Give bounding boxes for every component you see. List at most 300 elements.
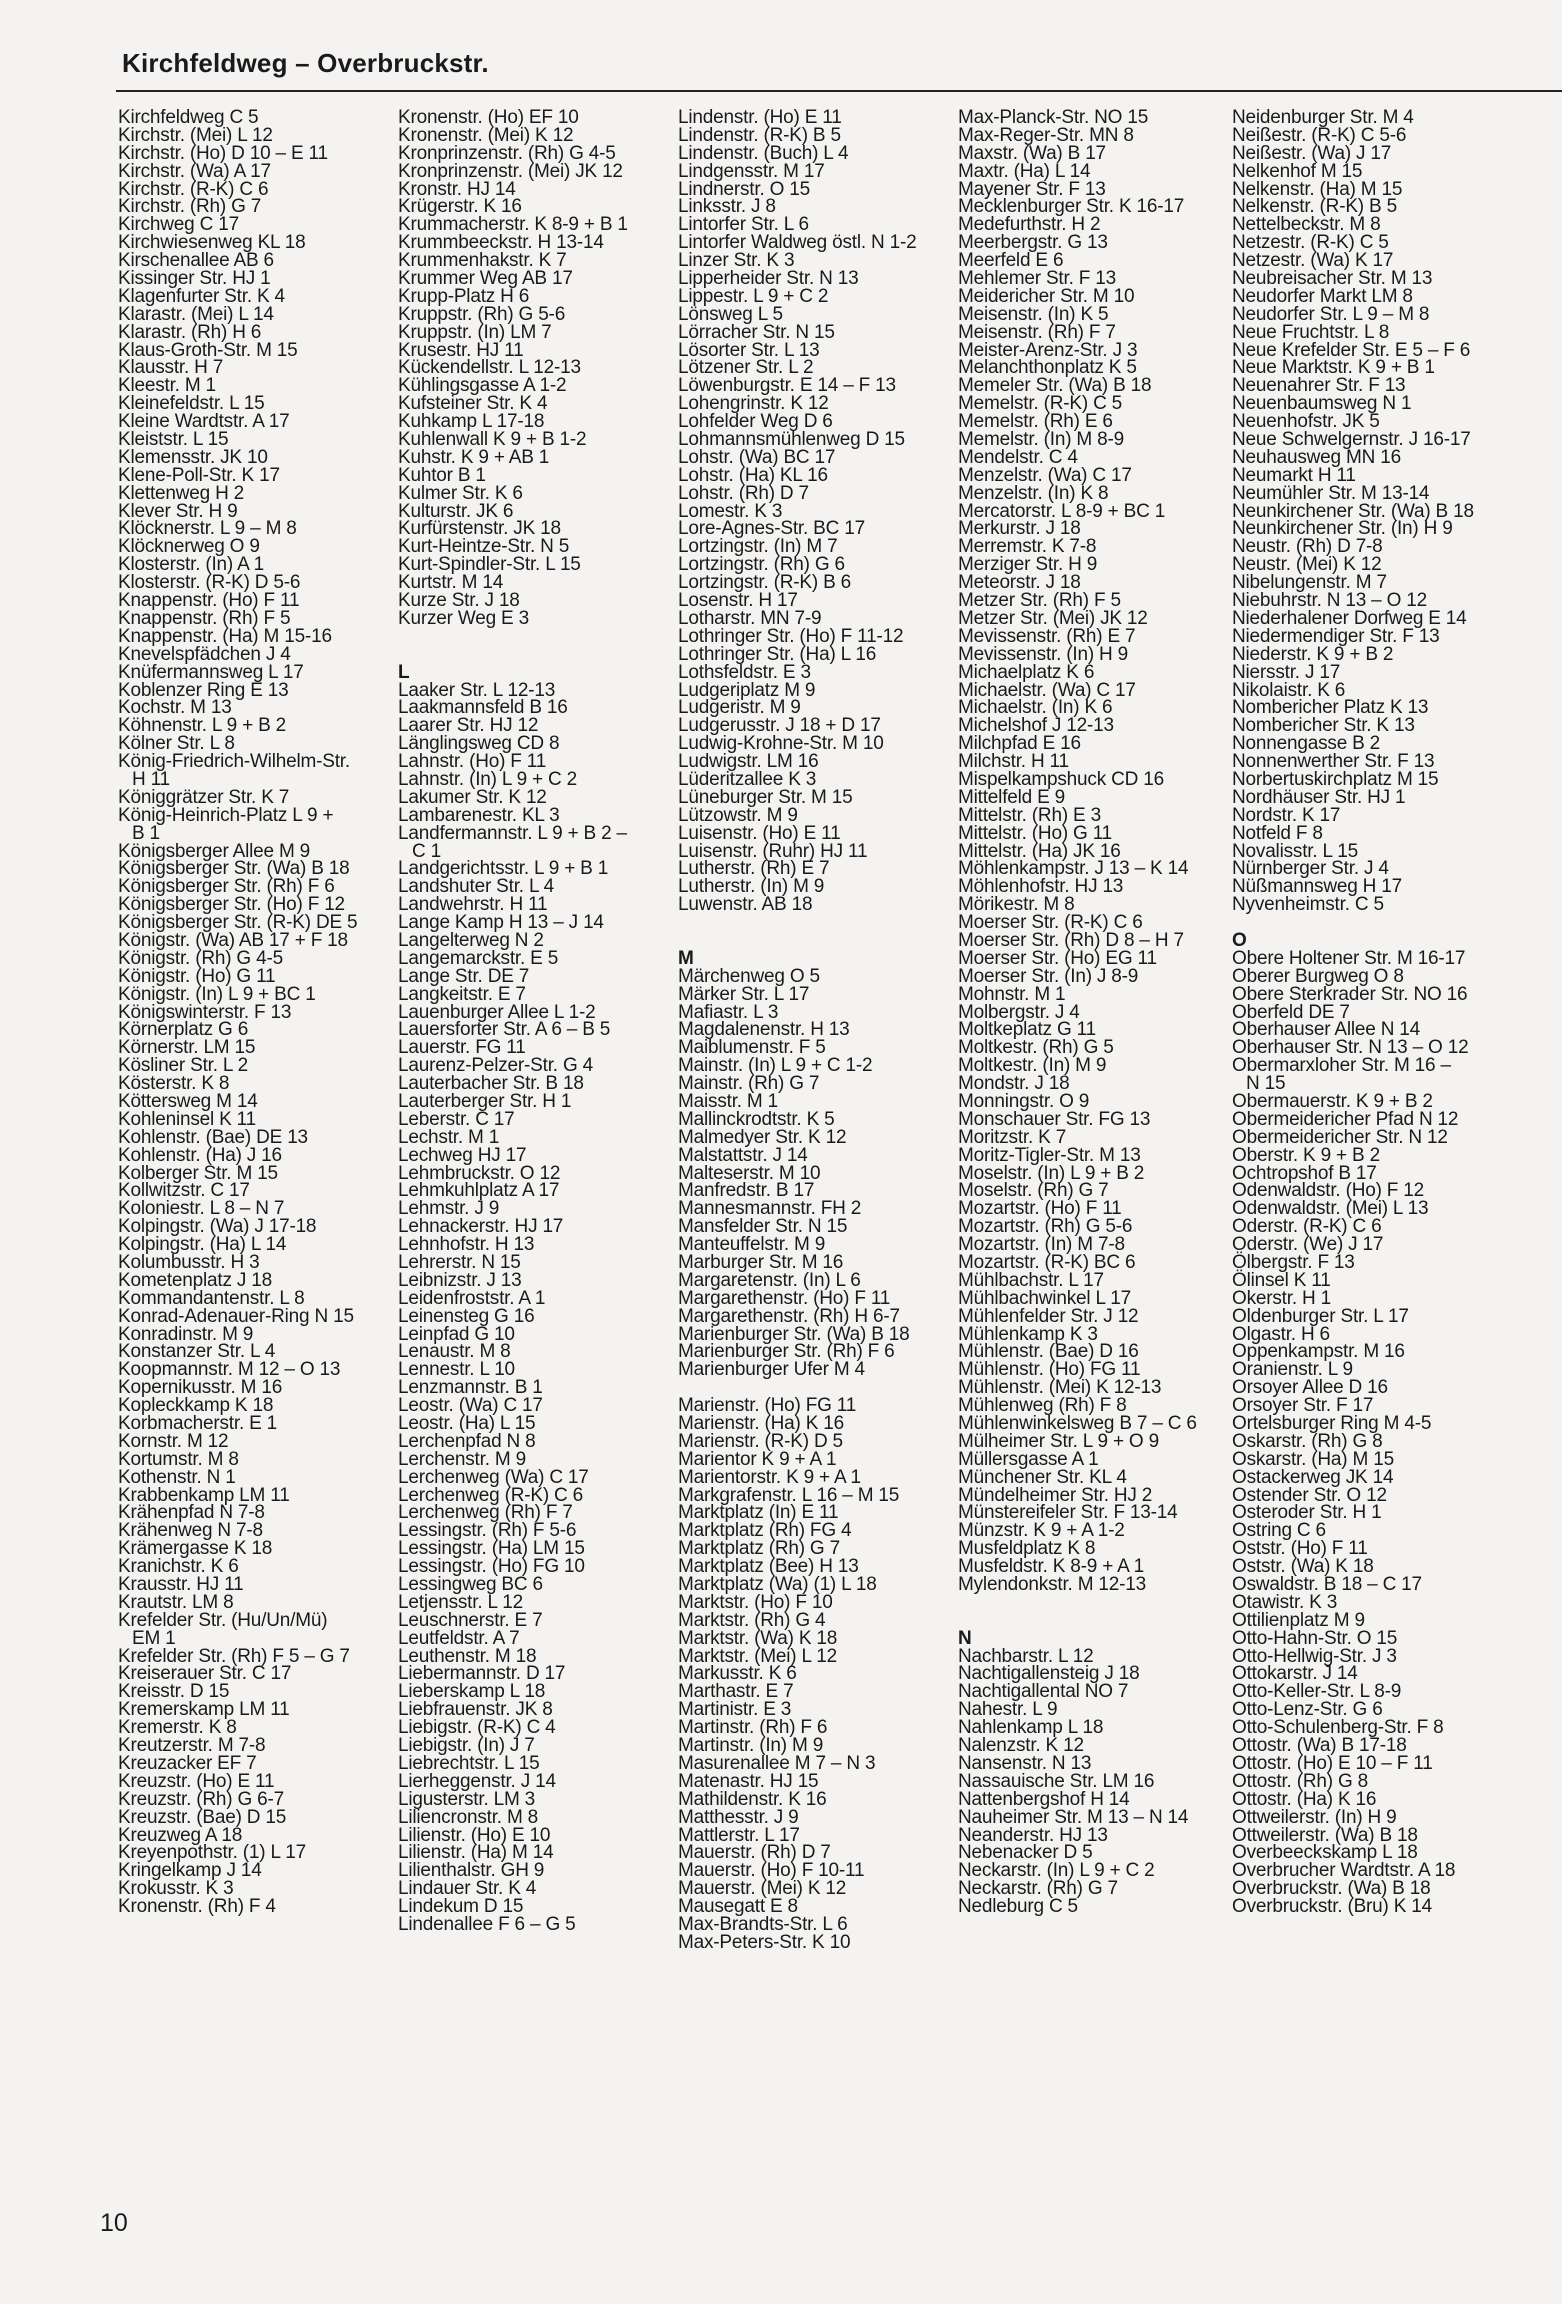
index-entry: Martinistr. E 3 <box>678 1699 792 1721</box>
index-entry: Königstr. (Wa) AB 17 + F 18 <box>118 929 348 951</box>
index-entry-continuation: EM 1 <box>132 1627 176 1649</box>
index-entry: Ottokarstr. J 14 <box>1232 1663 1358 1685</box>
index-entry: Luwenstr. AB 18 <box>678 894 813 916</box>
index-entry: Ottilienplatz M 9 <box>1232 1609 1365 1631</box>
index-entry: Lindenallee F 6 – G 5 <box>398 1913 576 1935</box>
index-entry: Nombericher Str. K 13 <box>1232 715 1415 737</box>
index-entry: Marktplatz (Wa) (1) L 18 <box>678 1574 877 1596</box>
index-entry: Lechweg HJ 17 <box>398 1144 527 1166</box>
index-entry: Lilienstr. (Ha) M 14 <box>398 1842 554 1864</box>
index-entry: Klagenfurter Str. K 4 <box>118 285 285 307</box>
index-entry: Krummenhakstr. K 7 <box>398 250 567 272</box>
index-entry: Lauterbacher Str. B 18 <box>398 1073 584 1095</box>
index-entry: Neue Krefelder Str. E 5 – F 6 <box>1232 339 1471 361</box>
index-entry: Mehlemer Str. F 13 <box>958 268 1116 290</box>
page-header <box>122 48 1562 79</box>
index-entry: Losenstr. H 17 <box>678 590 798 612</box>
index-entry: Mühlbachstr. L 17 <box>958 1269 1104 1291</box>
index-entry: Monschauer Str. FG 13 <box>958 1108 1151 1130</box>
index-entry: Lauenburger Allee L 1-2 <box>398 1001 596 1023</box>
index-entry: Lauersforter Str. A 6 – B 5 <box>398 1019 611 1041</box>
index-entry: Metzer Str. (Mei) JK 12 <box>958 607 1148 629</box>
index-entry: Lindgensstr. M 17 <box>678 160 825 182</box>
index-entry: Moerser Str. (R-K) C 6 <box>958 912 1143 934</box>
index-entry: Maiblumenstr. F 5 <box>678 1037 826 1059</box>
index-entry: Kösterstr. K 8 <box>118 1073 230 1095</box>
index-entry: Mercatorstr. L 8-9 + BC 1 <box>958 500 1166 522</box>
index-entry: Nelkenstr. (R-K) B 5 <box>1232 196 1397 218</box>
index-entry: Lippestr. L 9 + C 2 <box>678 285 829 307</box>
index-entry: Meerbergstr. G 13 <box>958 232 1108 254</box>
index-entry: Kissinger Str. HJ 1 <box>118 268 271 290</box>
index-entry: Mauerstr. (Mei) K 12 <box>678 1878 847 1900</box>
index-entry: Nachtigallensteig J 18 <box>958 1663 1140 1685</box>
index-entry: Meister-Arenz-Str. J 3 <box>958 339 1138 361</box>
index-entry: Königsberger Str. (Wa) B 18 <box>118 858 350 880</box>
index-entry: Leinpfad G 10 <box>398 1323 515 1345</box>
index-entry: Okerstr. H 1 <box>1232 1287 1331 1309</box>
index-entry: Kremerstr. K 8 <box>118 1717 237 1739</box>
index-entry: Lehmstr. J 9 <box>398 1198 500 1220</box>
index-entry: Mörikestr. M 8 <box>958 894 1075 916</box>
index-entry: Ludwig-Krohne-Str. M 10 <box>678 733 884 755</box>
index-entry: Obermarxloher Str. M 16 – <box>1232 1055 1451 1077</box>
index-entry: Leostr. (Wa) C 17 <box>398 1395 543 1417</box>
index-entry: Klöcknerstr. L 9 – M 8 <box>118 518 297 540</box>
index-entry: Obere Holtener Str. M 16-17 <box>1232 947 1466 969</box>
index-entry: Kringelkamp J 14 <box>118 1860 262 1882</box>
index-entry: Nelkenhof M 15 <box>1232 160 1363 182</box>
index-entry: Köhnenstr. L 9 + B 2 <box>118 715 287 737</box>
index-entry: Kirchfeldweg C 5 <box>118 107 259 128</box>
index-entry: Marktplatz (Rh) G 7 <box>678 1538 840 1560</box>
index-entry: Kometenplatz J 18 <box>118 1269 272 1291</box>
index-entry: Mündelheimer Str. HJ 2 <box>958 1484 1153 1506</box>
spacer <box>958 1594 1197 1612</box>
index-entry: Krügerstr. K 16 <box>398 196 522 218</box>
index-entry: Ochtropshof B 17 <box>1232 1162 1377 1184</box>
index-entry: Kirchstr. (Wa) A 17 <box>118 160 271 182</box>
index-entry: Kranichstr. K 6 <box>118 1556 239 1578</box>
index-entry: Nibelungenstr. M 7 <box>1232 572 1387 594</box>
index-entry: Kronprinzenstr. (Rh) G 4-5 <box>398 142 616 164</box>
index-entry: Mühlenkamp K 3 <box>958 1323 1098 1345</box>
index-entry: Ludgeriplatz M 9 <box>678 679 816 701</box>
index-entry: Kirchweg C 17 <box>118 214 239 236</box>
spacer <box>678 914 916 932</box>
index-entry: Lohstr. (Ha) KL 16 <box>678 464 828 486</box>
index-entry: Marktstr. (Wa) K 18 <box>678 1627 838 1649</box>
index-entry: Overbruckstr. (Wa) B 18 <box>1232 1878 1431 1900</box>
index-entry: Oberfeld DE 7 <box>1232 1001 1350 1023</box>
index-column-1 <box>118 109 357 1916</box>
index-entry: Neißestr. (Wa) J 17 <box>1232 142 1392 164</box>
index-entry: Neue Schwelgernstr. J 16-17 <box>1232 429 1471 451</box>
index-entry: Otto-Hellwig-Str. J 3 <box>1232 1645 1397 1667</box>
index-entry: Kopleckkamp K 18 <box>118 1395 274 1417</box>
index-entry: Merremstr. K 7-8 <box>958 536 1097 558</box>
index-entry: Markgrafenstr. L 16 – M 15 <box>678 1484 900 1506</box>
index-entry: Kirschenallee AB 6 <box>118 250 274 272</box>
index-entry: Lohstr. (Rh) D 7 <box>678 482 809 504</box>
index-entry: Lauterberger Str. H 1 <box>398 1090 572 1112</box>
index-entry: Obermauerstr. K 9 + B 2 <box>1232 1090 1433 1112</box>
index-entry: Kronenstr. (Mei) K 12 <box>398 124 574 146</box>
index-entry: Mülheimer Str. L 9 + O 9 <box>958 1430 1159 1452</box>
index-entry: Koloniestr. L 8 – N 7 <box>118 1198 285 1220</box>
index-entry: Nattenbergshof H 14 <box>958 1788 1130 1810</box>
index-entry: Marienstr. (Ha) K 16 <box>678 1413 844 1435</box>
index-entry: Kolpingstr. (Ha) L 14 <box>118 1234 287 1256</box>
index-entry: Königsberger Allee M 9 <box>118 840 311 862</box>
index-entry: Kleine Wardtstr. A 17 <box>118 411 290 433</box>
index-entry: Ortelsburger Ring M 4-5 <box>1232 1413 1432 1435</box>
index-entry: Meteorstr. J 18 <box>958 572 1081 594</box>
index-entry: Neumarkt H 11 <box>1232 464 1356 486</box>
index-entry: Letjensstr. L 12 <box>398 1591 523 1613</box>
index-entry: Kirchwiesenweg KL 18 <box>118 232 306 254</box>
index-entry: Merkurstr. J 18 <box>958 518 1081 540</box>
index-entry: Leberstr. C 17 <box>398 1108 515 1130</box>
index-entry: Langelterweg N 2 <box>398 929 544 951</box>
index-entry: Neumühler Str. M 13-14 <box>1232 482 1430 504</box>
index-entry: Ottostr. (Wa) B 17-18 <box>1232 1735 1407 1757</box>
index-entry: Ottostr. (Ho) E 10 – F 11 <box>1232 1752 1433 1774</box>
spacer <box>398 646 628 664</box>
index-entry: Kronenstr. (Rh) F 4 <box>118 1896 276 1918</box>
index-entry: Kopernikusstr. M 16 <box>118 1377 283 1399</box>
index-entry: Mittelstr. (Ha) JK 16 <box>958 840 1121 862</box>
index-entry: Neustr. (Rh) D 7-8 <box>1232 536 1383 558</box>
index-entry: Königswinterstr. F 13 <box>118 1001 292 1023</box>
index-entry-continuation: N 15 <box>1246 1073 1286 1095</box>
index-entry: Notfeld F 8 <box>1232 822 1323 844</box>
index-entry: Korbmacherstr. E 1 <box>118 1413 278 1435</box>
index-entry: Märker Str. L 17 <box>678 983 810 1005</box>
index-entry: Lothringer Str. (Ha) L 16 <box>678 643 877 665</box>
index-entry: Obermeidericher Str. N 12 <box>1232 1126 1448 1148</box>
index-entry: Marktstr. (Mei) L 12 <box>678 1645 837 1667</box>
index-entry: Löwenburgstr. E 14 – F 13 <box>678 375 896 397</box>
index-entry: Liebfrauenstr. JK 8 <box>398 1699 553 1721</box>
index-entry: Nansenstr. N 13 <box>958 1752 1092 1774</box>
index-entry: Nikolaistr. K 6 <box>1232 679 1346 701</box>
index-entry: Michaelplatz K 6 <box>958 661 1095 683</box>
index-entry: Lennestr. L 10 <box>398 1359 515 1381</box>
index-entry: Margarethenstr. (Ho) F 11 <box>678 1287 891 1309</box>
index-entry: Mühlenfelder Str. J 12 <box>958 1305 1139 1327</box>
index-entry: Luisenstr. (Ho) E 11 <box>678 822 841 844</box>
index-entry: Knüfermannsweg L 17 <box>118 661 304 683</box>
index-entry: Nyvenheimstr. C 5 <box>1232 894 1384 916</box>
index-entry: Lehnackerstr. HJ 17 <box>398 1216 564 1238</box>
index-entry: Mansfelder Str. N 15 <box>678 1216 848 1238</box>
index-entry: Kolberger Str. M 15 <box>118 1162 278 1184</box>
index-entry: Orsoyer Str. F 17 <box>1232 1395 1374 1417</box>
index-entry: Leibnizstr. J 13 <box>398 1269 522 1291</box>
index-entry: Neckarstr. (In) L 9 + C 2 <box>958 1860 1155 1882</box>
index-entry: Kleestr. M 1 <box>118 375 216 397</box>
index-entry: Nonnenwerther Str. F 13 <box>1232 751 1435 773</box>
index-entry: Klosterstr. (R-K) D 5-6 <box>118 572 301 594</box>
index-entry: Max-Planck-Str. NO 15 <box>958 107 1149 128</box>
index-entry: Orsoyer Allee D 16 <box>1232 1377 1388 1399</box>
index-entry-continuation: B 1 <box>132 822 160 844</box>
index-entry: Kirchstr. (R-K) C 6 <box>118 178 269 200</box>
index-entry: Lerchenpfad N 8 <box>398 1430 536 1452</box>
index-entry: Moerser Str. (Ho) EG 11 <box>958 947 1157 969</box>
index-entry: Liliencronstr. M 8 <box>398 1806 539 1828</box>
index-entry: Mispelkampshuck CD 16 <box>958 768 1164 790</box>
index-entry: Mozartstr. (Ho) F 11 <box>958 1198 1122 1220</box>
index-entry: Münchener Str. KL 4 <box>958 1466 1127 1488</box>
index-entry: Lessingstr. (Ho) FG 10 <box>398 1556 585 1578</box>
index-entry: Mauerstr. (Ho) F 10-11 <box>678 1860 865 1882</box>
index-entry: Märchenweg O 5 <box>678 965 820 987</box>
index-entry: Lindenstr. (Ho) E 11 <box>678 107 842 128</box>
index-entry: Lortzingstr. (R-K) B 6 <box>678 572 851 594</box>
index-entry: Lüderitzallee K 3 <box>678 768 817 790</box>
index-entry: Lösorter Str. L 13 <box>678 339 820 361</box>
index-entry: Kollwitzstr. C 17 <box>118 1180 250 1202</box>
index-entry: Knappenstr. (Ho) F 11 <box>118 590 300 612</box>
index-entry: Manfredstr. B 17 <box>678 1180 815 1202</box>
index-entry: Memelstr. (In) M 8-9 <box>958 429 1124 451</box>
index-entry: Mainstr. (In) L 9 + C 1-2 <box>678 1055 873 1077</box>
spacer <box>1232 914 1474 932</box>
index-entry: Meidericher Str. M 10 <box>958 285 1135 307</box>
index-entry: Musfeldstr. K 8-9 + A 1 <box>958 1556 1145 1578</box>
index-entry: Lothringer Str. (Ho) F 11-12 <box>678 625 904 647</box>
index-entry: Mylendonkstr. M 12-13 <box>958 1574 1146 1596</box>
index-entry: Lessingstr. (Ha) LM 15 <box>398 1538 585 1560</box>
index-entry: Novalisstr. L 15 <box>1232 840 1358 862</box>
index-entry: Norbertuskirchplatz M 15 <box>1232 768 1439 790</box>
index-entry: Moselstr. (Rh) G 7 <box>958 1180 1109 1202</box>
index-entry: Niederstr. K 9 + B 2 <box>1232 643 1394 665</box>
index-entry: Lange Str. DE 7 <box>398 965 530 987</box>
index-entry: Kühlingsgasse A 1-2 <box>398 375 567 397</box>
index-entry: Mendelstr. C 4 <box>958 446 1078 468</box>
index-entry: Obere Sterkrader Str. NO 16 <box>1232 983 1468 1005</box>
index-entry: Lindauer Str. K 4 <box>398 1878 537 1900</box>
index-entry: Magdalenenstr. H 13 <box>678 1019 850 1041</box>
index-entry: Marienstr. (R-K) D 5 <box>678 1430 843 1452</box>
index-entry: Kortumstr. M 8 <box>118 1448 239 1470</box>
index-entry: Lindnerstr. O 15 <box>678 178 810 200</box>
index-entry: Moritz-Tigler-Str. M 13 <box>958 1144 1141 1166</box>
index-entry: Mittelstr. (Rh) E 3 <box>958 804 1101 826</box>
index-entry: Lahnstr. (In) L 9 + C 2 <box>398 768 577 790</box>
index-entry: Lambarenestr. KL 3 <box>398 804 560 826</box>
index-entry: Mozartstr. (R-K) BC 6 <box>958 1252 1136 1273</box>
section-letter: O <box>1232 929 1247 951</box>
index-entry: Mühlenstr. (Mei) K 12-13 <box>958 1377 1162 1399</box>
index-entry: Kirchstr. (Ho) D 10 – E 11 <box>118 142 328 164</box>
index-entry: Lenaustr. M 8 <box>398 1341 511 1363</box>
index-entry: Königsberger Str. (Rh) F 6 <box>118 876 335 898</box>
index-entry: Krummacherstr. K 8-9 + B 1 <box>398 214 628 236</box>
index-entry: Langemarckstr. E 5 <box>398 947 559 969</box>
index-entry: Oststr. (Wa) K 18 <box>1232 1556 1374 1578</box>
index-column-2 <box>398 109 628 1934</box>
index-entry: Musfeldplatz K 8 <box>958 1538 1096 1560</box>
index-entry: Mallinckrodtstr. K 5 <box>678 1108 835 1130</box>
index-entry: Kurt-Heintze-Str. N 5 <box>398 536 570 558</box>
index-entry: Ottostr. (Rh) G 8 <box>1232 1770 1368 1792</box>
index-column-5 <box>1232 109 1474 1916</box>
index-entry: Lerchenstr. M 9 <box>398 1448 526 1470</box>
index-entry: Mevissenstr. (Rh) E 7 <box>958 625 1136 647</box>
index-entry: Lilienstr. (Ho) E 10 <box>398 1824 551 1846</box>
index-entry: Melanchthonplatz K 5 <box>958 357 1137 379</box>
index-entry: Mondstr. J 18 <box>958 1073 1070 1095</box>
index-entry: Kohlenstr. (Ha) J 16 <box>118 1144 282 1166</box>
index-entry: Königgrätzer Str. K 7 <box>118 786 290 808</box>
index-entry: Menzelstr. (Wa) C 17 <box>958 464 1132 486</box>
index-entry: Kreuzstr. (Rh) G 6-7 <box>118 1788 284 1810</box>
index-entry: Kreiserauer Str. C 17 <box>118 1663 292 1685</box>
index-entry: Metzer Str. (Rh) F 5 <box>958 590 1121 612</box>
index-entry: Oderstr. (We) J 17 <box>1232 1234 1384 1256</box>
index-entry: Königsberger Str. (Ho) F 12 <box>118 894 345 916</box>
index-entry: Ligusterstr. LM 3 <box>398 1788 536 1810</box>
index-entry: Michaelstr. (Wa) C 17 <box>958 679 1136 701</box>
index-entry: Lötzener Str. L 2 <box>678 357 814 379</box>
index-entry: Neidenburger Str. M 4 <box>1232 107 1414 128</box>
index-entry: Osteroder Str. H 1 <box>1232 1502 1382 1524</box>
index-entry: Neunkirchener Str. (In) H 9 <box>1232 518 1453 540</box>
index-entry: Oststr. (Ho) F 11 <box>1232 1538 1368 1560</box>
index-entry: Kleinefeldstr. L 15 <box>118 393 265 415</box>
index-entry: Mühlenwinkelsweg B 7 – C 6 <box>958 1413 1197 1435</box>
index-entry: König-Friedrich-Wilhelm-Str. <box>118 751 350 773</box>
index-entry: Lange Kamp H 13 – J 14 <box>398 912 604 934</box>
index-entry: Nahlenkamp L 18 <box>958 1717 1104 1739</box>
index-entry: Lohengrinstr. K 12 <box>678 393 829 415</box>
index-entry: Kolumbusstr. H 3 <box>118 1252 260 1273</box>
index-entry: Kuhkamp L 17-18 <box>398 411 545 433</box>
index-entry: Lutherstr. (In) M 9 <box>678 876 825 898</box>
index-entry: Oberstr. K 9 + B 2 <box>1232 1144 1380 1166</box>
index-entry: Malteserstr. M 10 <box>678 1162 821 1184</box>
index-entry: Leuschnerstr. E 7 <box>398 1609 543 1631</box>
index-entry: Mevissenstr. (In) H 9 <box>958 643 1129 665</box>
index-entry: Leinensteg G 16 <box>398 1305 535 1327</box>
index-entry: Mozartstr. (In) M 7-8 <box>958 1234 1125 1256</box>
index-entry: Niebuhrstr. N 13 – O 12 <box>1232 590 1428 612</box>
index-entry: Koblenzer Ring E 13 <box>118 679 289 701</box>
index-entry: Mohnstr. M 1 <box>958 983 1066 1005</box>
index-entry: Niersstr. J 17 <box>1232 661 1341 683</box>
index-entry: Laakmannsfeld B 16 <box>398 697 568 719</box>
index-entry: Malmedyer Str. K 12 <box>678 1126 847 1148</box>
index-entry: Lipperheider Str. N 13 <box>678 268 859 290</box>
index-entry: Nonnengasse B 2 <box>1232 733 1381 755</box>
index-entry: Niedermendiger Str. F 13 <box>1232 625 1440 647</box>
index-entry: Krämergasse K 18 <box>118 1538 273 1560</box>
index-entry: Laaker Str. L 12-13 <box>398 679 556 701</box>
index-entry: Masurenallee M 7 – N 3 <box>678 1752 876 1774</box>
index-entry: Liebrechtstr. L 15 <box>398 1752 540 1774</box>
index-entry: Neue Marktstr. K 9 + B 1 <box>1232 357 1435 379</box>
index-entry: Lierheggenstr. J 14 <box>398 1770 556 1792</box>
index-entry: Körnerstr. LM 15 <box>118 1037 256 1059</box>
index-entry: Kufsteiner Str. K 4 <box>398 393 548 415</box>
index-entry: Länglingsweg CD 8 <box>398 733 560 755</box>
index-entry: Nelkenstr. (Ha) M 15 <box>1232 178 1403 200</box>
index-entry: Kreisstr. D 15 <box>118 1681 230 1703</box>
index-entry: Otto-Schulenberg-Str. F 8 <box>1232 1717 1444 1739</box>
index-entry: Matthesstr. J 9 <box>678 1806 799 1828</box>
index-entry: Kösliner Str. L 2 <box>118 1055 249 1077</box>
index-entry: Overbruckstr. (Bru) K 14 <box>1232 1896 1433 1918</box>
index-entry: Lerchenweg (R-K) C 6 <box>398 1484 584 1506</box>
index-entry: Kronenstr. (Ho) EF 10 <box>398 107 579 128</box>
index-entry: Kronstr. HJ 14 <box>398 178 516 200</box>
index-entry: Krausstr. HJ 11 <box>118 1574 244 1596</box>
index-entry: Kreutzerstr. M 7-8 <box>118 1735 266 1757</box>
index-entry: Milchpfad E 16 <box>958 733 1081 755</box>
index-entry: Kohlenstr. (Bae) DE 13 <box>118 1126 308 1148</box>
index-entry: Medefurthstr. H 2 <box>958 214 1101 236</box>
index-entry: Ölinsel K 11 <box>1232 1269 1331 1291</box>
index-entry: Margarethenstr. (Rh) H 6-7 <box>678 1305 900 1327</box>
index-entry: Oranienstr. L 9 <box>1232 1359 1353 1381</box>
index-entry: Mühlbachwinkel L 17 <box>958 1287 1131 1309</box>
index-entry: Lomestr. K 3 <box>678 500 783 522</box>
index-entry: Oderstr. (R-K) C 6 <box>1232 1216 1382 1238</box>
index-entry: Ostring C 6 <box>1232 1520 1326 1542</box>
index-entry: Lutherstr. (Rh) E 7 <box>678 858 830 880</box>
index-entry: Moselstr. (In) L 9 + B 2 <box>958 1162 1145 1184</box>
index-entry: Lintorfer Waldweg östl. N 1-2 <box>678 232 917 254</box>
index-entry: Max-Brandts-Str. L 6 <box>678 1913 848 1935</box>
index-entry: Marktstr. (Ho) F 10 <box>678 1591 833 1613</box>
index-entry: Kommandantenstr. L 8 <box>118 1287 305 1309</box>
index-entry: Kulmer Str. K 6 <box>398 482 523 504</box>
index-entry: Oldenburger Str. L 17 <box>1232 1305 1409 1327</box>
index-entry: Kurze Str. J 18 <box>398 590 520 612</box>
index-entry: Mattlerstr. L 17 <box>678 1824 800 1846</box>
index-entry: Kreuzstr. (Bae) D 15 <box>118 1806 287 1828</box>
index-entry: Mausegatt E 8 <box>678 1896 798 1918</box>
index-entry: Ostackerweg JK 14 <box>1232 1466 1394 1488</box>
index-entry: Overbeeckskamp L 18 <box>1232 1842 1418 1864</box>
spacer <box>398 628 628 646</box>
index-entry: Margaretenstr. (In) L 6 <box>678 1269 861 1291</box>
index-entry: Oberhauser Allee N 14 <box>1232 1019 1421 1041</box>
index-entry: Lakumer Str. K 12 <box>398 786 547 808</box>
index-entry: Meisenstr. (In) K 5 <box>958 303 1109 325</box>
index-entry: Otawistr. K 3 <box>1232 1591 1338 1613</box>
index-entry: Kuhstr. K 9 + AB 1 <box>398 446 550 468</box>
index-entry: Königsberger Str. (R-K) DE 5 <box>118 912 358 934</box>
index-entry: Kruppstr. (Rh) G 5-6 <box>398 303 566 325</box>
index-entry: Klöcknerweg O 9 <box>118 536 260 558</box>
section-letter: N <box>958 1627 972 1649</box>
index-entry: Neubreisacher Str. M 13 <box>1232 268 1433 290</box>
index-entry: Klene-Poll-Str. K 17 <box>118 464 280 486</box>
spacer <box>678 932 916 950</box>
index-entry: Krefelder Str. (Hu/Un/Mü) <box>118 1609 328 1631</box>
index-entry: Königstr. (Rh) G 4-5 <box>118 947 283 969</box>
index-entry: Nassauische Str. LM 16 <box>958 1770 1155 1792</box>
index-entry: Nürnberger Str. J 4 <box>1232 858 1389 880</box>
index-entry: Moltkestr. (In) M 9 <box>958 1055 1107 1077</box>
index-entry: Landwehrstr. H 11 <box>398 894 548 916</box>
index-entry: Lehnhofstr. H 13 <box>398 1234 535 1256</box>
